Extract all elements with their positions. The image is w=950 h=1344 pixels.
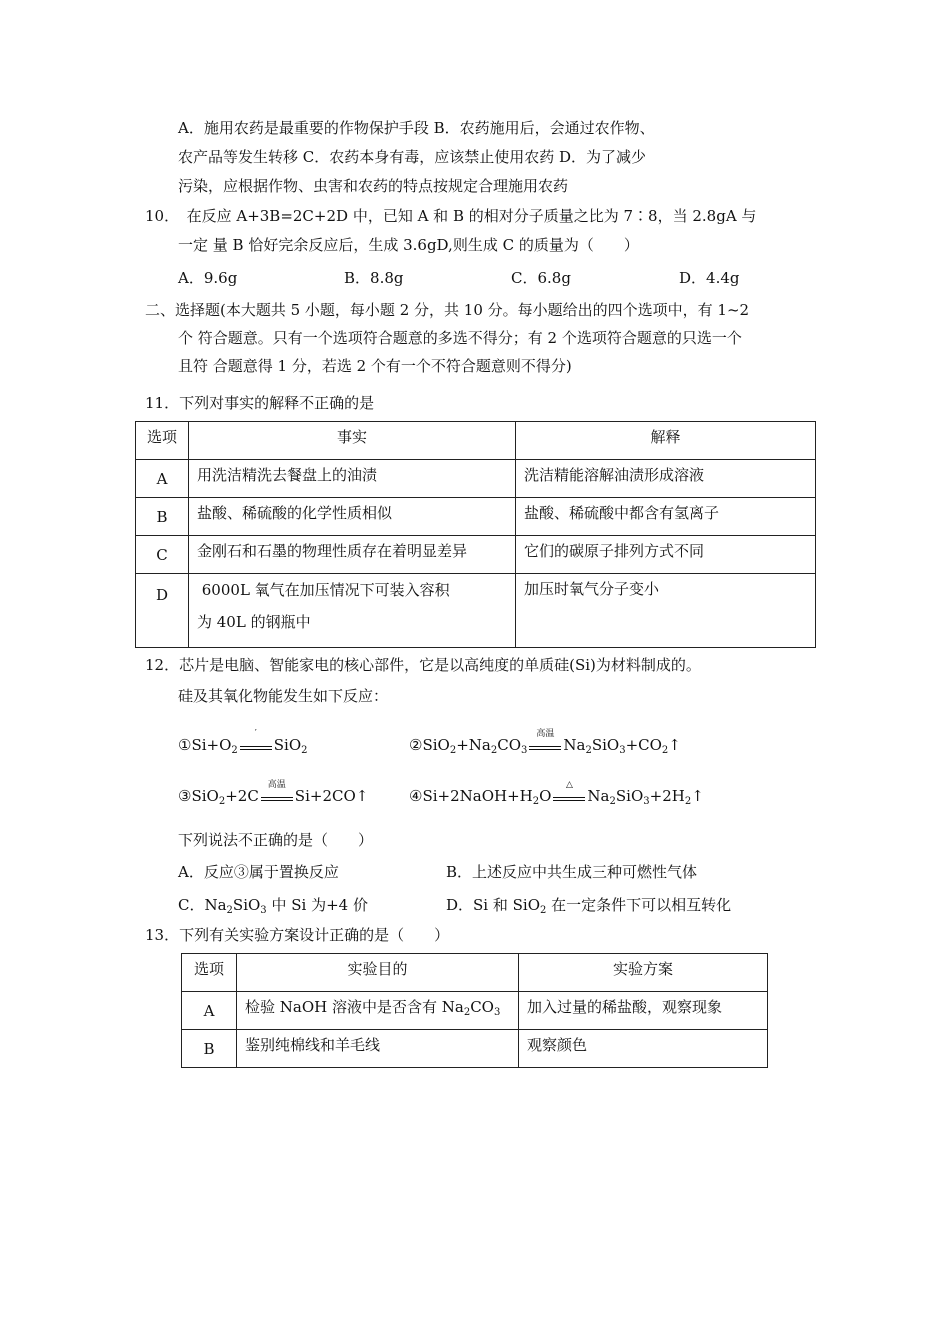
q13-row-b-plan: 观察颜色 [519,1030,768,1068]
table-row [136,460,816,498]
q11-row-b-fact: 盐酸、稀硫酸的化学性质相似 [189,498,516,536]
q13-row-b-goal: 鉴别纯棉线和羊毛线 [237,1030,519,1068]
table-row [136,498,816,536]
q11-row-c-explanation: 它们的碳原子排列方式不同 [516,536,816,574]
q10-option-b: B．8.8g [344,269,404,287]
q12-eq3-condition: 高温 [267,780,286,790]
q11-row-b-explanation: 盐酸、稀硫酸中都含有氢离子 [516,498,816,536]
q12-stem-line-2: 硅及其氧化物能发生如下反应： [178,687,389,705]
q11-row-d-option: D [136,574,189,648]
q11-header-fact: 事实 [189,422,516,460]
q12-equation-1: $①Si+O_2$ ′ SiO$_2$ [178,729,308,756]
q12-option-d: D．Si 和 SiO$_2$ 在一定条件下可以相互转化 [446,896,732,916]
q10-option-c: C．6.8g [511,269,571,287]
section2-line-2: 个 符合题意。只有一个选项符合题意的多选不得分；有 2 个选项符合题意的只选一个 [178,329,742,347]
q11-row-c-fact: 金刚石和石墨的物理性质存在着明显差异 [189,536,516,574]
q10-stem-line-1: 10． 在反应 A+3B=2C+2D 中，已知 A 和 B 的相对分子质量之比为 7∶8，当 2.8gA 与 [145,207,757,225]
q10-option-d: D．4.4g [679,269,740,287]
q10-stem-line-2: 一定 量 B 恰好完余反应后，生成 3.6gD,则生成 C 的质量为（ ） [178,236,639,254]
q13-row-a-goal-text: 检验 NaOH 溶液中是否含有 Na [245,998,464,1016]
q11-row-a-fact: 用洗洁精洗去餐盘上的油渍 [189,460,516,498]
q12-question: 下列说法不正确的是（ ） [178,831,374,849]
q12-option-c: C．$Na_2SiO_3$ 中 Si 为+4 价 [178,896,368,916]
q12-equation-3: ③SiO$_2$+2C 高温 Si+2CO↑ [178,780,369,807]
q13-stem: 13．下列有关实验方案设计正确的是（ ） [145,926,450,944]
q11-row-d-fact: 6000L 氧气在加压情况下可装入容积 [197,581,450,599]
section2-line-1: 二、选择题(本大题共 5 小题，每小题 2 分，共 10 分。每小题给出的四个选项中，有 1~2 [145,301,750,319]
q13-header-option: 选项 [182,954,237,992]
q9-option-line-3: 污染，应根据作物、虫害和农药的特点按规定合理施用农药 [178,177,569,195]
q11-table [135,421,816,648]
q12-stem-line-1: 12．芯片是电脑、智能家电的核心部件，它是以高纯度的单质硅(Si)为材料制成的。 [145,656,701,674]
table-row [182,1030,768,1068]
q12-eq4-condition: △ [565,780,573,790]
q11-row-b-option: B [136,498,189,536]
q13-table [181,953,768,1068]
q13-row-a-option: A [182,992,237,1030]
q11-row-d-fact-cont: 为 40L 的钢瓶中 [197,613,311,631]
q12-option-d-suffix: 在一定条件下可以相互转化 [546,896,732,914]
q11-stem: 11．下列对事实的解释不正确的是 [145,394,375,412]
q12-option-c-suffix: 中 Si 为+4 价 [271,896,368,914]
q12-option-c-prefix: C．Na [178,896,227,914]
q12-eq1-condition: ′ [254,729,257,739]
q9-option-line-1: A．施用农药是最重要的作物保护手段 B．农药施用后，会通过农作物、 [178,119,655,137]
q13-row-a-goal: 检验 NaOH 溶液中是否含有 $Na_2CO_3$ [237,992,519,1030]
q13-header-plan: 实验方案 [519,954,768,992]
q12-equation-2: $②SiO_2+Na_2CO_3$ 高温 $Na_2SiO_3+CO_2↑$ [409,729,681,756]
table-row [182,992,768,1030]
q13-header-goal: 实验目的 [237,954,519,992]
q11-row-a-option: A [136,460,189,498]
q12-equation-4: $④Si+2NaOH+H_2O$ △ $Na_2SiO_3+2H_2↑$ [409,780,704,807]
q11-row-c-option: C [136,536,189,574]
q11-header-explanation: 解释 [516,422,816,460]
q12-option-a: A．反应③属于置换反应 [178,863,339,881]
q11-row-d-explanation: 加压时氧气分子变小 [516,574,816,648]
table-row [136,574,816,648]
q12-eq2-condition: 高温 [536,729,555,739]
q11-row-a-explanation: 洗洁精能溶解油渍形成溶液 [516,460,816,498]
table-row [136,536,816,574]
q13-row-a-plan: 加入过量的稀盐酸，观察现象 [519,992,768,1030]
q12-option-d-prefix: D．Si 和 SiO [446,896,541,914]
section2-line-3: 且符 合题意得 1 分，若选 2 个有一个不符合题意则不得分) [178,357,572,375]
q12-option-b: B．上述反应中共生成三种可燃性气体 [446,863,698,881]
q9-option-line-2: 农产品等发生转移 C．农药本身有毒，应该禁止使用农药 D．为了减少 [178,148,647,166]
q11-row-d-fact-cell [189,574,516,648]
q10-option-a: A．9.6g [178,269,238,287]
q11-header-option: 选项 [136,422,189,460]
q13-row-b-option: B [182,1030,237,1068]
